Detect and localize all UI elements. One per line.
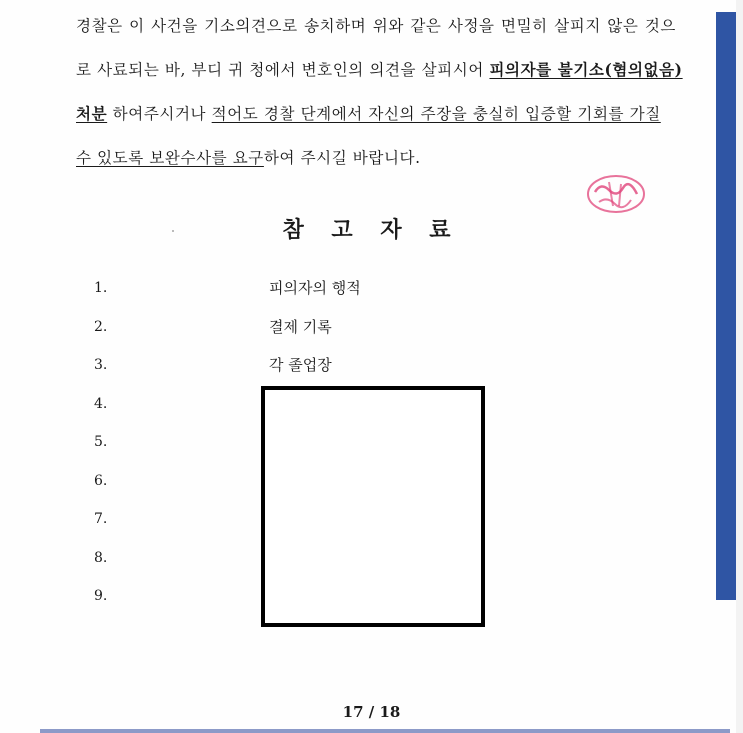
reference-number: 7. — [94, 511, 108, 527]
reference-number: 3. — [94, 357, 108, 373]
body-paragraph — [76, 8, 683, 184]
reference-number: 4. — [94, 395, 108, 412]
paragraph-line-2-plain: 로 사료되는 바, 부디 귀 청에서 변호인의 의견을 살피시어 — [76, 61, 490, 79]
paragraph-line-2-emphasis: 피의자를 불기소(혐의없음) — [489, 60, 683, 79]
seal-stamp-icon — [585, 172, 647, 216]
side-color-bar — [716, 12, 737, 600]
paragraph-line-4-plain: 하여 주시길 바랍니다. — [263, 149, 421, 167]
reference-title: 결제 기록 — [269, 317, 332, 336]
paragraph-line-3-emphasis-1: 처분 — [76, 104, 108, 123]
reference-number: 5. — [94, 434, 108, 450]
reference-number: 6. — [94, 472, 108, 489]
reference-number: 9. — [94, 588, 108, 604]
reference-title: 피의자의 행적 — [269, 279, 361, 297]
reference-number: 2. — [94, 318, 108, 335]
paragraph-line-1 — [76, 8, 676, 52]
reference-number: 1. — [94, 280, 108, 296]
reference-number: 8. — [94, 549, 108, 566]
page-number: 17 / 18 — [342, 703, 401, 721]
reference-title: 각 졸업장 — [269, 356, 332, 374]
redaction-box — [261, 386, 485, 627]
paragraph-line-3-emphasis-2: 적어도 경찰 단계에서 자신의 주장을 충실히 입증할 기회를 가질 — [211, 105, 661, 123]
paragraph-line-4-emphasis: 수 있도록 보완수사를 요구 — [76, 149, 264, 167]
paragraph-line-1-text: 경찰은 이 사건을 기소의견으로 송치하며 위와 같은 사정을 면밀히 살피지 않은 것으 — [76, 17, 676, 35]
page-edge-shadow — [736, 0, 743, 733]
paragraph-line-3-plain: 하여주시거나 — [107, 105, 212, 123]
paragraph-line-3 — [76, 96, 676, 140]
section-heading: 참 고 자 료 — [282, 217, 461, 243]
page-bottom-edge — [40, 729, 730, 733]
paragraph-line-2 — [76, 52, 683, 96]
